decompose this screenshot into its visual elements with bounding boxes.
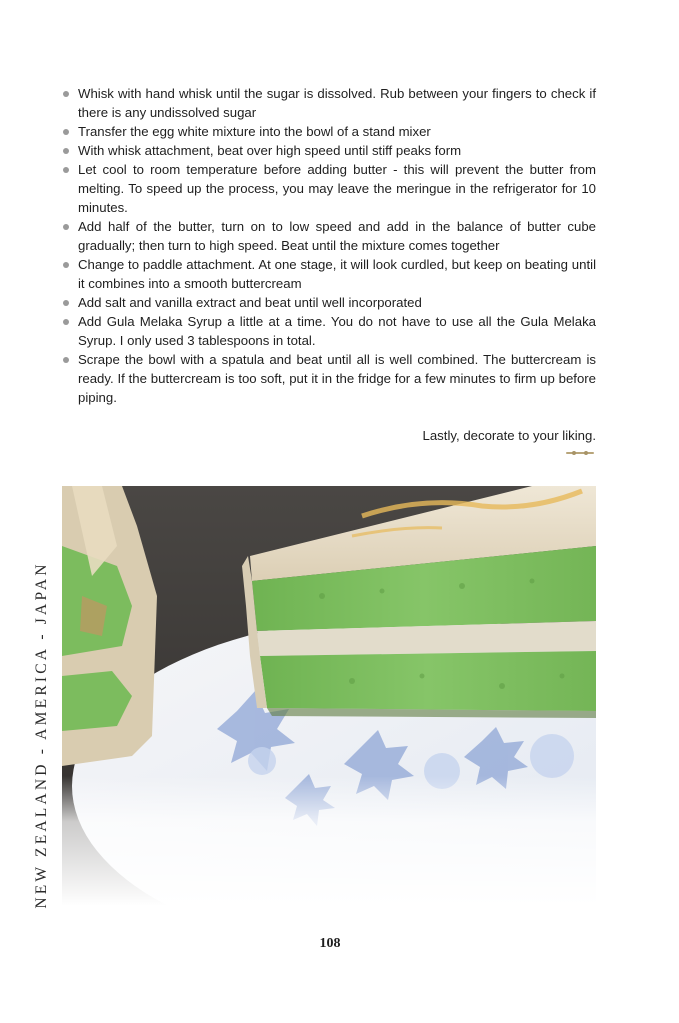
list-item bbox=[62, 312, 596, 350]
bullet-icon bbox=[63, 300, 69, 306]
side-title: NEW ZEALAND - AMERICA - JAPAN bbox=[33, 561, 50, 909]
list-item-text: Change to paddle attachment. At one stage, it will look curdled, but keep on beating until it combines into a smooth buttercream bbox=[78, 257, 596, 291]
list-item-text: Whisk with hand whisk until the sugar is dissolved. Rub between your fingers to check if there is any undissolved sugar bbox=[78, 86, 596, 120]
bullet-icon bbox=[63, 148, 69, 154]
bullet-icon bbox=[63, 357, 69, 363]
closing-line: Lastly, decorate to your liking. bbox=[422, 428, 596, 443]
list-item bbox=[62, 141, 596, 160]
list-item-text: Scrape the bowl with a spatula and beat until all is well combined. The buttercream is ready. If the buttercream is too soft, put it in the fridge for a few minutes to firm up before piping. bbox=[78, 352, 596, 405]
list-item bbox=[62, 217, 596, 255]
bullet-icon bbox=[63, 262, 69, 268]
list-item bbox=[62, 160, 596, 217]
bullet-icon bbox=[63, 91, 69, 97]
list-item-text: Let cool to room temperature before adding butter - this will prevent the butter from melting. To speed up the process, you may leave the meringue in the refrigerator for 10 minutes. bbox=[78, 162, 596, 215]
list-item bbox=[62, 255, 596, 293]
bullet-icon bbox=[63, 129, 69, 135]
list-item-text: With whisk attachment, beat over high speed until stiff peaks form bbox=[78, 143, 462, 158]
bullet-icon bbox=[63, 319, 69, 325]
bullet-icon bbox=[63, 224, 69, 230]
list-item-text: Add half of the butter, turn on to low speed and add in the balance of butter cube gradually; then turn to high speed. Beat until the mixture comes together bbox=[78, 219, 596, 253]
cake-photo-illustration bbox=[62, 486, 596, 906]
ornament-divider-icon bbox=[566, 451, 594, 455]
list-item bbox=[62, 84, 596, 122]
list-item-text: Add Gula Melaka Syrup a little at a time. You do not have to use all the Gula Melaka Syrup. I only used 3 tablespoons in total. bbox=[78, 314, 596, 348]
bullet-icon bbox=[63, 167, 69, 173]
page-number: 108 bbox=[319, 936, 341, 951]
list-item bbox=[62, 350, 596, 407]
list-item-text: Transfer the egg white mixture into the bowl of a stand mixer bbox=[78, 124, 431, 139]
list-item-text: Add salt and vanilla extract and beat until well incorporated bbox=[78, 295, 422, 310]
list-item bbox=[62, 293, 596, 312]
instruction-list bbox=[62, 84, 596, 407]
cake-photo bbox=[62, 486, 596, 906]
list-item bbox=[62, 122, 596, 141]
